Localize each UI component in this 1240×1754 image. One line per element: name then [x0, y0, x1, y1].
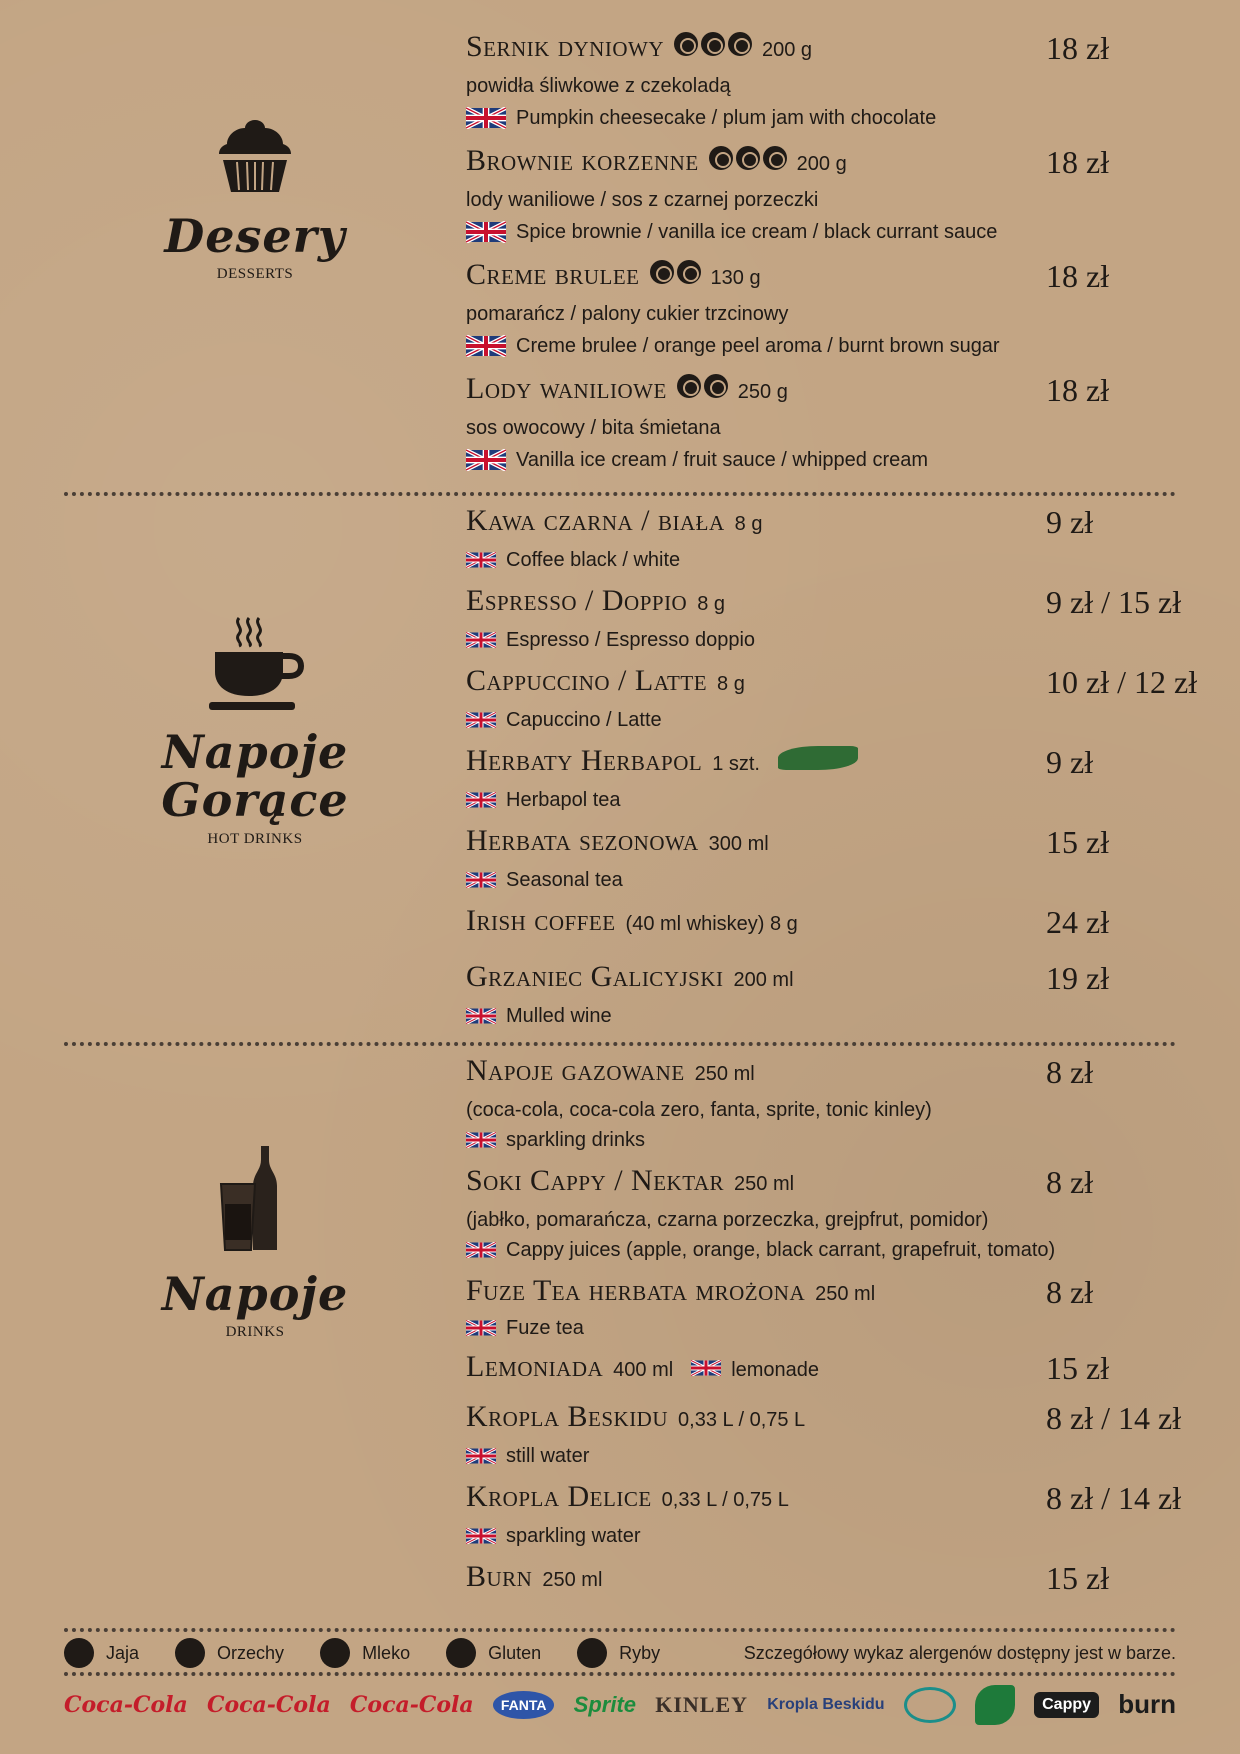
item-name: Herbaty Herbapol	[466, 744, 703, 777]
coca-cola-life-logo: Coca-Cola	[349, 1692, 474, 1718]
item-weight: 1 szt.	[712, 753, 760, 775]
legend-label: Mleko	[362, 1642, 411, 1663]
menu-item	[466, 258, 1186, 372]
item-english-text: still water	[506, 1444, 590, 1467]
uk-flag-icon	[466, 552, 496, 568]
menu-item	[466, 504, 1186, 584]
item-price: 18 zł	[1046, 30, 1110, 66]
item-english	[466, 784, 1186, 816]
item-name: Herbata sezonowa	[466, 824, 699, 857]
item-english-text: Mulled wine	[506, 1004, 612, 1027]
item-name: Kropla Beskidu	[466, 1400, 669, 1433]
kropla-beskidu-logo: Kropla Beskidu	[767, 1696, 885, 1713]
item-description: (jabłko, pomarańcza, czarna porzeczka, grejpfrut, pomidor)	[466, 1209, 989, 1231]
item-english	[466, 444, 1186, 476]
item-weight: 200 g	[796, 153, 847, 175]
nuts-icon	[175, 1638, 205, 1668]
menu-item	[466, 1164, 1186, 1274]
item-english	[466, 1314, 1186, 1342]
herbapol-leaf-icon	[778, 746, 858, 770]
hot-drink-list	[466, 504, 1198, 1036]
menu-item	[466, 584, 1186, 664]
section-subtitle: DRINKS	[225, 1324, 285, 1341]
uk-flag-icon	[466, 1320, 496, 1336]
burn-logo-text: burn	[1118, 1689, 1176, 1720]
fish-icon	[577, 1638, 607, 1668]
section-subtitle: DESSERTS	[216, 266, 294, 283]
menu-item	[466, 960, 1186, 1036]
item-english	[466, 216, 1186, 248]
allergen-legend	[64, 1636, 1176, 1670]
uk-flag-icon	[691, 1360, 721, 1376]
uk-flag-icon	[466, 1528, 496, 1544]
menu-item	[466, 372, 1186, 486]
legend-item-gluten	[446, 1638, 541, 1668]
item-english-text: Capuccino / Latte	[506, 708, 662, 731]
item-english	[466, 1126, 1186, 1154]
item-english	[466, 624, 1186, 656]
item-price: 8 zł	[1046, 1164, 1094, 1200]
legend-item-nuts	[175, 1638, 284, 1668]
item-english	[466, 1236, 1186, 1264]
fanta-logo: FANTA	[493, 1691, 555, 1719]
uk-flag-icon	[466, 792, 496, 808]
coffee-cup-icon	[205, 616, 305, 712]
item-description: powidła śliwkowe z czekoladą	[466, 75, 731, 97]
item-name: Grzaniec Galicyjski	[466, 960, 724, 993]
sprite-logo: Sprite	[573, 1692, 637, 1717]
section-title: Napoje	[161, 1267, 349, 1321]
allergen-note: Szczegółowy wykaz alergenów dostępny jest w barze.	[743, 1642, 1176, 1663]
item-weight: 400 ml	[613, 1359, 674, 1381]
milk-icon	[763, 146, 787, 170]
item-name: Brownie korzenne	[466, 144, 699, 177]
item-name: Espresso / Doppio	[466, 584, 688, 617]
menu-item	[466, 30, 1186, 144]
item-name: Creme brulee	[466, 258, 640, 291]
menu-item	[466, 824, 1186, 904]
item-weight: 250 ml	[815, 1283, 876, 1305]
legend-label: Orzechy	[217, 1642, 285, 1663]
egg-icon	[64, 1638, 94, 1668]
item-english-text: Pumpkin cheesecake / plum jam with chocolate	[516, 106, 937, 129]
item-description: pomarańcz / palony cukier trzcinowy	[466, 303, 789, 325]
item-price: 15 zł	[1046, 1560, 1110, 1596]
uk-flag-icon	[466, 1242, 496, 1258]
cappy-logo: Cappy	[1034, 1692, 1099, 1718]
item-english-text: Spice brownie / vanilla ice cream / black currant sauce	[516, 220, 998, 243]
item-weight: 250 ml	[542, 1569, 603, 1591]
allergen-icons	[677, 374, 728, 398]
item-description: (coca-cola, coca-cola zero, fanta, sprite, tonic kinley)	[466, 1099, 932, 1121]
item-weight: 8 g	[734, 513, 763, 535]
menu-item	[466, 1560, 1186, 1608]
milk-icon	[728, 32, 752, 56]
item-english-text: Coffee black / white	[506, 548, 681, 571]
item-weight: 8 g	[697, 593, 726, 615]
cupcake-icon	[215, 116, 295, 196]
cola-bottle-glass-icon	[215, 1144, 295, 1254]
coca-cola-logo: Coca-Cola	[64, 1692, 188, 1718]
allergen-icons	[709, 146, 787, 170]
item-name: Sernik dyniowy	[466, 30, 664, 63]
item-price: 18 zł	[1046, 144, 1110, 180]
item-name: Burn	[466, 1560, 533, 1593]
menu-item	[466, 744, 1186, 824]
milk-icon	[704, 374, 728, 398]
item-english-text: Herbapol tea	[506, 788, 621, 811]
gluten-icon	[677, 374, 701, 398]
legend-item-milk	[320, 1638, 410, 1668]
menu-item	[466, 1054, 1186, 1164]
nuts-icon	[674, 32, 698, 56]
legend-label: Gluten	[488, 1642, 542, 1663]
section-title: Napoje Gorące	[161, 725, 349, 828]
egg-icon	[736, 146, 760, 170]
gluten-icon	[446, 1638, 476, 1668]
item-english	[466, 704, 1186, 736]
item-name: Kropla Delice	[466, 1480, 652, 1513]
item-price: 9 zł	[1046, 504, 1094, 540]
item-price: 24 zł	[1046, 904, 1110, 940]
item-english-text: lemonade	[731, 1359, 820, 1381]
menu-item	[466, 144, 1186, 258]
menu-item	[466, 1400, 1186, 1480]
item-english-text: sparkling drinks	[506, 1128, 645, 1151]
item-english-text: Espresso / Espresso doppio	[506, 628, 756, 651]
menu-item	[466, 1350, 1186, 1400]
section-divider	[64, 1042, 1176, 1046]
section-header-hot-drinks	[70, 616, 440, 848]
item-weight: 0,33 L / 0,75 L	[678, 1409, 806, 1431]
kinley-logo: KINLEY	[655, 1692, 749, 1717]
menu-item	[466, 1480, 1186, 1560]
egg-icon	[677, 260, 701, 284]
item-english-text: Creme brulee / orange peel aroma / burnt brown sugar	[516, 334, 1000, 357]
uk-flag-icon	[466, 107, 506, 129]
item-price: 18 zł	[1046, 372, 1110, 408]
section-header-drinks	[70, 1144, 440, 1341]
burn-logo	[1118, 1689, 1176, 1720]
menu-item	[466, 664, 1198, 744]
uk-flag-icon	[466, 1008, 496, 1024]
section-divider	[64, 1628, 1176, 1632]
menu-item	[466, 1274, 1186, 1350]
item-price: 15 zł	[1046, 824, 1110, 860]
uk-flag-icon	[466, 449, 506, 471]
item-english-text: Fuze tea	[506, 1316, 584, 1339]
egg-icon	[701, 32, 725, 56]
section-subtitle: HOT DRINKS	[207, 830, 303, 847]
uk-flag-icon	[466, 1448, 496, 1464]
item-price: 19 zł	[1046, 960, 1110, 996]
item-price: 8 zł / 14 zł	[1046, 1400, 1182, 1436]
uk-flag-icon	[466, 1132, 496, 1148]
drink-list	[466, 1054, 1186, 1608]
item-name: Irish coffee	[466, 904, 616, 937]
item-name: Cappuccino / Latte	[466, 664, 708, 697]
item-weight: 300 ml	[708, 833, 769, 855]
item-price: 8 zł	[1046, 1274, 1094, 1310]
item-price: 10 zł / 12 zł	[1046, 664, 1198, 700]
item-weight: 200 g	[762, 39, 813, 61]
section-drinks	[0, 1054, 1240, 1614]
milk-icon	[320, 1638, 350, 1668]
section-hot-drinks	[0, 504, 1240, 1034]
item-weight: 0,33 L / 0,75 L	[661, 1489, 789, 1511]
item-english	[466, 330, 1186, 362]
item-english	[466, 1520, 1186, 1552]
item-english	[466, 1000, 1186, 1032]
uk-flag-icon	[466, 632, 496, 648]
item-english-text: Seasonal tea	[506, 868, 623, 891]
item-price: 8 zł / 14 zł	[1046, 1480, 1182, 1516]
item-english	[466, 1440, 1186, 1472]
item-name: Lemoniada	[466, 1350, 604, 1383]
item-name: Kawa czarna / biała	[466, 504, 725, 537]
item-english	[466, 102, 1186, 134]
brand-logos	[64, 1680, 1176, 1730]
fuze-tea-logo	[975, 1685, 1015, 1725]
item-price: 18 zł	[1046, 258, 1110, 294]
uk-flag-icon	[466, 872, 496, 888]
item-weight: 8 g	[717, 673, 745, 695]
kropla-delice-logo	[904, 1687, 956, 1723]
section-header-desserts	[70, 116, 440, 283]
item-english-text: Vanilla ice cream / fruit sauce / whipped cream	[516, 448, 929, 471]
item-name: Fuze Tea herbata mrożona	[466, 1274, 806, 1307]
section-divider	[64, 1672, 1176, 1676]
item-price: 8 zł	[1046, 1054, 1094, 1090]
item-english	[466, 544, 1186, 576]
item-weight: 250 g	[737, 381, 788, 403]
section-divider	[64, 492, 1176, 496]
uk-flag-icon	[466, 221, 506, 243]
dessert-list	[466, 30, 1186, 486]
section-title: Desery	[164, 209, 346, 263]
section-desserts	[0, 24, 1240, 474]
item-weight: 130 g	[710, 267, 761, 289]
item-english-text: sparkling water	[506, 1524, 641, 1547]
allergen-icons	[674, 32, 752, 56]
uk-flag-icon	[466, 712, 496, 728]
uk-flag-icon	[466, 335, 506, 357]
item-price: 9 zł / 15 zł	[1046, 584, 1182, 620]
item-description: sos owocowy / bita śmietana	[466, 417, 721, 439]
item-weight: 200 ml	[733, 969, 794, 991]
item-english-text: Cappy juices (apple, orange, black carrant, grapefruit, tomato)	[506, 1238, 1056, 1261]
coca-cola-zero-logo: Coca-Cola	[206, 1692, 331, 1718]
item-description: lody waniliowe / sos z czarnej porzeczki	[466, 189, 819, 211]
item-weight: (40 ml whiskey) 8 g	[625, 913, 798, 935]
legend-label: Ryby	[619, 1642, 661, 1663]
legend-item-fish	[577, 1638, 660, 1668]
menu-item	[466, 904, 1186, 960]
item-price: 15 zł	[1046, 1350, 1110, 1386]
gluten-icon	[709, 146, 733, 170]
item-name: Soki Cappy / Nektar	[466, 1164, 725, 1197]
item-price: 9 zł	[1046, 744, 1094, 780]
item-weight: 250 ml	[694, 1063, 755, 1085]
item-name: Lody waniliowe	[466, 372, 667, 405]
item-weight: 250 ml	[734, 1173, 795, 1195]
milk-icon	[650, 260, 674, 284]
item-english	[466, 864, 1186, 896]
allergen-icons	[650, 260, 701, 284]
item-name: Napoje gazowane	[466, 1054, 685, 1087]
legend-item-eggs	[64, 1638, 139, 1668]
legend-label: Jaja	[106, 1642, 140, 1663]
